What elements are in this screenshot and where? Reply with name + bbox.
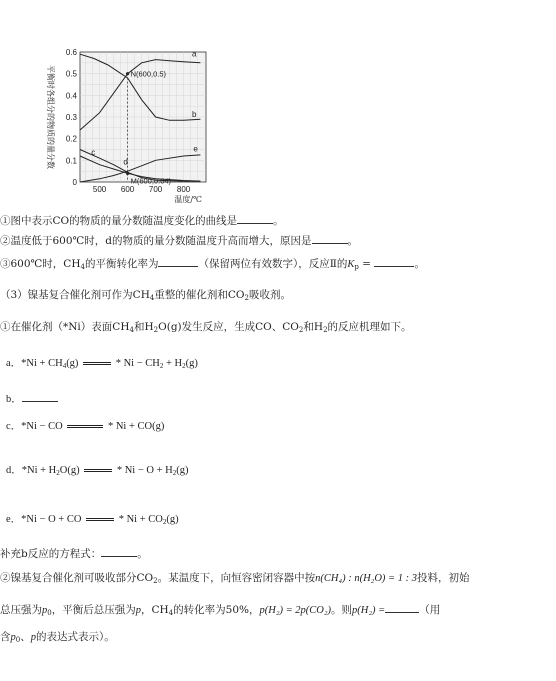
reaction-c: c．*Ni − CO * Ni + CO(g) xyxy=(6,421,165,432)
annotation-point xyxy=(126,72,129,75)
reaction-e: e．*Ni − O + CO * $Ni + CO_2(g)$ xyxy=(6,514,179,526)
series-label-c: c xyxy=(91,147,96,157)
section-3-q2-end: 含$p_0$、p的表达式表示）。 xyxy=(0,631,115,644)
answer-blank[interactable] xyxy=(101,546,137,557)
equilibrium-chart xyxy=(38,44,210,204)
x-tick-label: 700 xyxy=(148,185,163,194)
answer-blank[interactable] xyxy=(22,391,58,402)
y-tick-label: 0.4 xyxy=(65,91,77,101)
reaction-d: d．$*Ni + H_2O(g) * Ni - O + H_2(g)$ xyxy=(6,465,189,477)
x-tick-label: 600 xyxy=(120,185,135,194)
annotation-label: M(600,0.04) xyxy=(130,176,172,186)
answer-blank[interactable] xyxy=(158,256,198,267)
series-label-e: e xyxy=(193,144,198,154)
question-1: ①图中表示CO的物质的量分数随温度变化的曲线是 。 xyxy=(0,215,284,227)
answer-blank[interactable] xyxy=(237,213,273,224)
y-tick-label: 0.3 xyxy=(65,113,77,122)
answer-blank[interactable] xyxy=(385,602,419,613)
y-tick-label: 0 xyxy=(72,178,77,187)
x-axis-label: 温度/℃ xyxy=(174,195,202,204)
annotation-point xyxy=(126,172,129,175)
series-label-a: a xyxy=(192,49,197,59)
y-tick-label: 0.2 xyxy=(65,134,77,144)
y-tick-label: 0.1 xyxy=(65,156,77,166)
series-label-d: d xyxy=(123,157,128,167)
answer-blank[interactable] xyxy=(312,233,348,244)
section-3-intro: （3）镍基复合催化剂可作为$CH_4$重整的催化剂和$CO_2$吸收剂。 xyxy=(0,289,291,302)
answer-blank[interactable] xyxy=(374,256,414,267)
x-tick-label: 500 xyxy=(92,185,107,194)
y-tick-label: 0.6 xyxy=(65,48,77,57)
annotation-label: N(600,0.5) xyxy=(130,69,167,79)
series-label-b: b xyxy=(192,110,197,119)
y-axis-label: 平衡时各组分的物质的量分数 xyxy=(46,65,55,169)
question-2: ②温度低于600℃时，d的物质的量分数随温度升高而增大，原因是 。 xyxy=(0,235,359,247)
y-tick-label: 0.5 xyxy=(65,69,77,79)
section-3-q2-cont: 总压强为$p_0$，平衡后总压强为p，$CH_4$的转化率为50%，p(H₂) = 2p(CO₂)。则p(H₂) = （用 xyxy=(0,604,441,617)
equals-sign xyxy=(86,518,114,521)
reaction-b: b． xyxy=(6,391,58,407)
equals-sign xyxy=(83,362,111,365)
x-tick-label: 800 xyxy=(176,185,191,194)
section-3-q1: ①在催化剂（*Ni）表面$CH_4$和$H_2O(g)$发生反应，生成CO、$CO_2$和$H_2$的反应机理如下。 xyxy=(0,321,412,334)
section-3-q2: ②镍基复合催化剂可吸收部分$CO_2$。某温度下，向恒容密闭容器中按n(CH₄) : n(H₂O) = 1 : 3投料，初始 xyxy=(0,572,470,585)
equals-sign xyxy=(84,469,112,472)
question-3: ③600℃时，$CH_4$的平衡转化率为 （保留两位有效数字），反应Ⅱ的$K_p$ = 。 xyxy=(0,258,425,271)
reaction-a: a．$*Ni + CH_4(g) * Ni - CH_2 + H_2(g)$ xyxy=(6,358,198,370)
equals-sign xyxy=(67,425,103,428)
supplement-b: 补充b反应的方程式： 。 xyxy=(0,548,148,560)
